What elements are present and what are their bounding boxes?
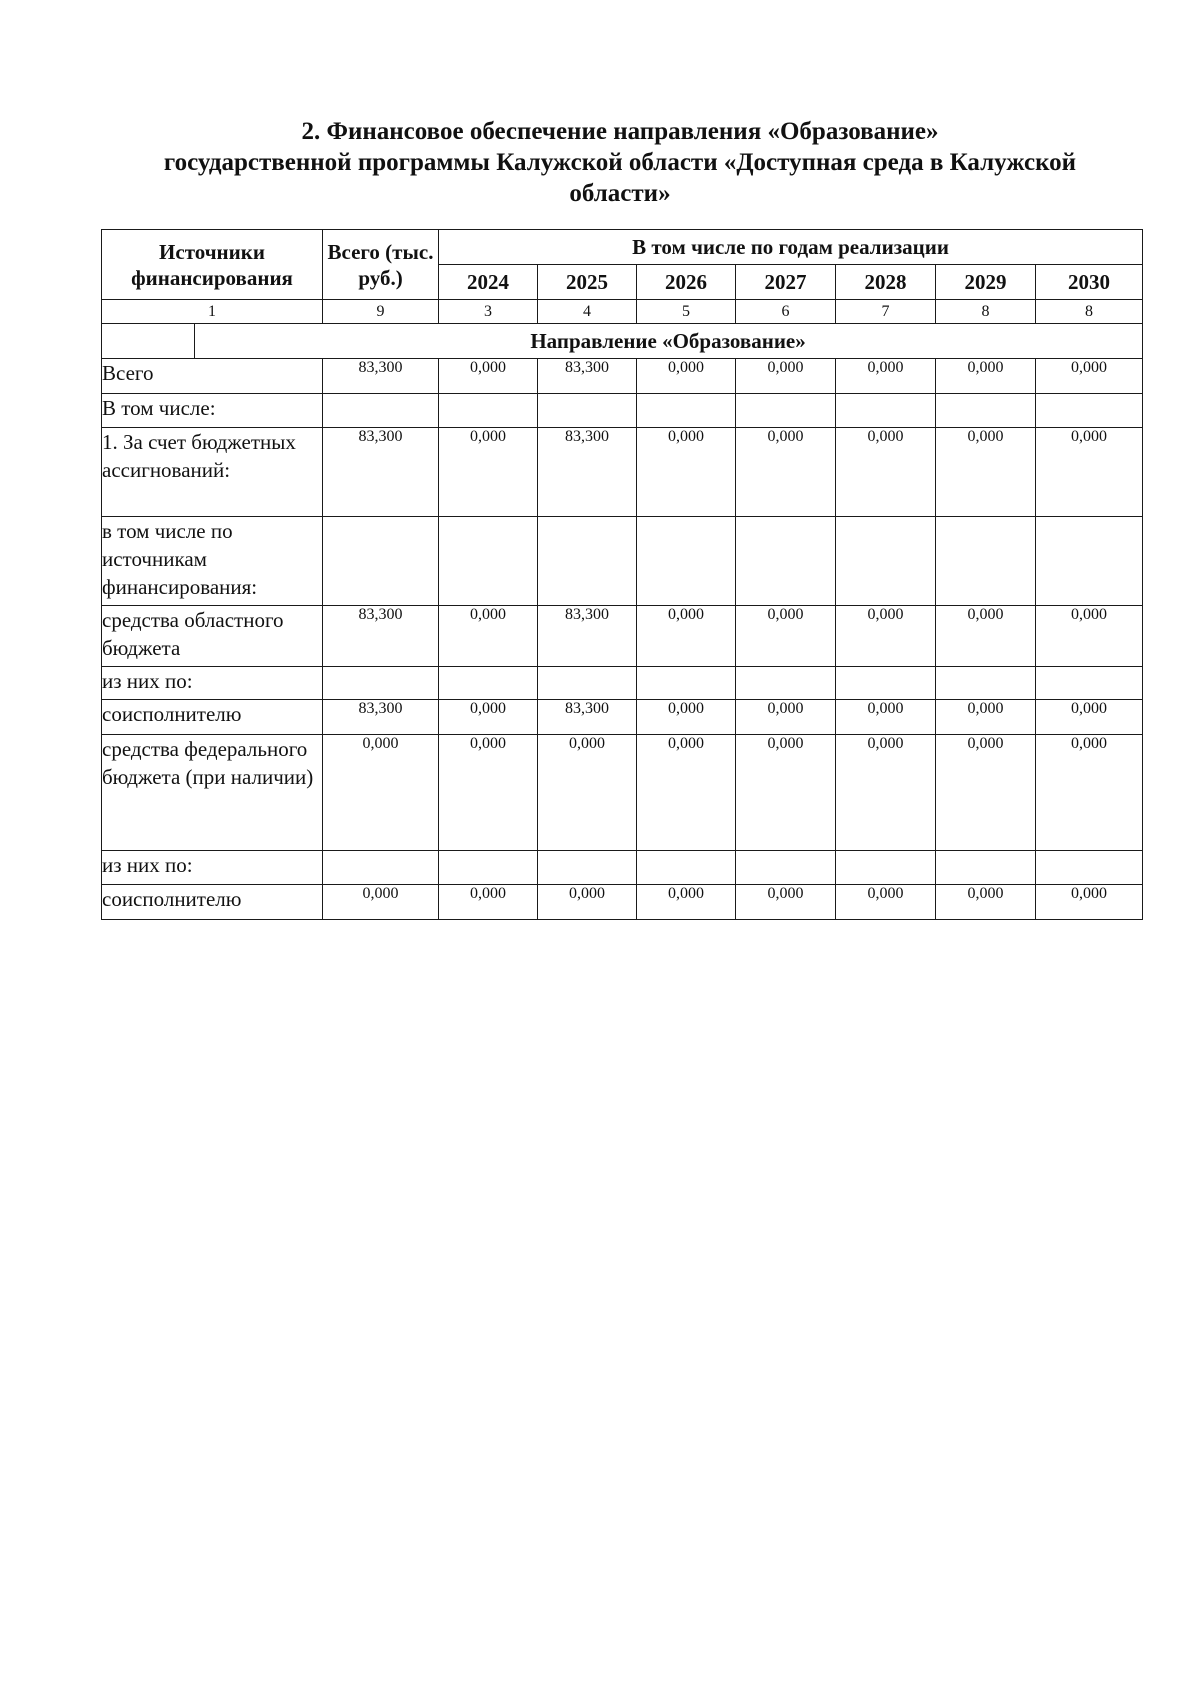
value-cell [323,667,439,700]
header-year-2030: 2030 [1036,265,1143,300]
row-label: средства областного бюджета [102,606,323,667]
column-number: 6 [736,300,836,324]
value-cell [936,667,1036,700]
value-cell: 0,000 [936,359,1036,394]
table-row [102,851,1143,885]
value-cell [1036,667,1143,700]
value-cell: 0,000 [736,885,836,920]
header-sources: Источники финансирования [102,230,323,300]
value-cell: 0,000 [736,735,836,851]
value-cell [323,517,439,606]
header-year-2027: 2027 [736,265,836,300]
value-cell [936,394,1036,428]
value-cell: 0,000 [439,885,538,920]
header-year-2026: 2026 [637,265,736,300]
value-cell: 0,000 [439,700,538,735]
value-cell: 0,000 [538,885,637,920]
value-cell: 0,000 [836,359,936,394]
value-cell: 0,000 [836,735,936,851]
row-label: из них по: [102,851,323,885]
value-cell: 0,000 [439,735,538,851]
row-label: из них по: [102,667,323,700]
value-cell: 0,000 [836,428,936,517]
row-label: соисполнителю [102,885,323,920]
header-by-years: В том числе по годам реализации [439,230,1143,265]
value-cell: 0,000 [936,606,1036,667]
value-cell [1036,517,1143,606]
column-number: 9 [323,300,439,324]
document-title [100,116,1140,209]
column-number: 7 [836,300,936,324]
value-cell: 0,000 [836,606,936,667]
column-number: 4 [538,300,637,324]
row-label: В том числе: [102,394,323,428]
header-total: Всего (тыс. руб.) [323,230,439,300]
table-row [102,735,1143,851]
value-cell [736,667,836,700]
value-cell: 0,000 [936,700,1036,735]
title-line-2: государственной программы Калужской области «Доступная среда в Калужской [163,149,1077,176]
value-cell: 0,000 [1036,885,1143,920]
value-cell: 83,300 [323,428,439,517]
section-spacer [102,324,195,358]
value-cell: 0,000 [836,700,936,735]
value-cell: 0,000 [736,700,836,735]
value-cell: 0,000 [736,606,836,667]
column-number: 3 [439,300,538,324]
value-cell: 83,300 [323,359,439,394]
value-cell: 0,000 [637,428,736,517]
header-year-2025: 2025 [538,265,637,300]
value-cell [538,517,637,606]
value-cell [1036,851,1143,885]
value-cell [736,394,836,428]
value-cell [439,517,538,606]
value-cell: 83,300 [538,428,637,517]
value-cell: 0,000 [439,428,538,517]
value-cell: 0,000 [323,885,439,920]
value-cell: 0,000 [1036,359,1143,394]
table-row [102,700,1143,735]
value-cell [637,517,736,606]
row-label: 1. За счет бюджетных ассигнований: [102,428,323,517]
value-cell [836,851,936,885]
value-cell [936,851,1036,885]
value-cell: 0,000 [637,606,736,667]
section-title: Направление «Образование» [530,329,806,353]
value-cell [323,851,439,885]
value-cell: 0,000 [637,735,736,851]
value-cell [836,667,936,700]
row-label: в том числе по источникам финансирования: [102,517,323,606]
section-row-cell [102,324,1143,359]
value-cell: 0,000 [1036,428,1143,517]
value-cell [1036,394,1143,428]
table-row [102,394,1143,428]
table-row [102,885,1143,920]
value-cell [637,394,736,428]
value-cell [538,394,637,428]
column-number: 5 [637,300,736,324]
value-cell [736,851,836,885]
value-cell: 0,000 [936,885,1036,920]
value-cell [439,394,538,428]
table-row [102,359,1143,394]
header-year-2028: 2028 [836,265,936,300]
value-cell: 83,300 [538,606,637,667]
row-label: Всего [102,359,323,394]
value-cell [538,851,637,885]
row-label: соисполнителю [102,700,323,735]
title-line-3: области» [569,180,671,207]
value-cell [323,394,439,428]
value-cell: 0,000 [323,735,439,851]
financing-table [101,229,1143,920]
table-row [102,606,1143,667]
value-cell: 83,300 [538,359,637,394]
column-number: 1 [102,300,323,324]
value-cell: 0,000 [637,700,736,735]
column-number: 8 [936,300,1036,324]
value-cell: 0,000 [736,428,836,517]
value-cell [637,851,736,885]
value-cell: 0,000 [1036,735,1143,851]
value-cell [538,667,637,700]
value-cell: 0,000 [439,606,538,667]
value-cell [836,517,936,606]
value-cell: 0,000 [1036,606,1143,667]
value-cell [836,394,936,428]
value-cell: 83,300 [323,700,439,735]
value-cell [439,851,538,885]
table-row [102,517,1143,606]
value-cell [439,667,538,700]
value-cell: 0,000 [538,735,637,851]
title-line-1: 2. Финансовое обеспечение направления «Образование» [301,118,939,145]
header-year-2029: 2029 [936,265,1036,300]
value-cell: 0,000 [936,735,1036,851]
value-cell: 0,000 [637,885,736,920]
row-label: средства федерального бюджета (при наличии) [102,735,323,851]
value-cell: 0,000 [836,885,936,920]
table-row [102,428,1143,517]
value-cell: 0,000 [439,359,538,394]
value-cell: 0,000 [936,428,1036,517]
value-cell [936,517,1036,606]
value-cell [637,667,736,700]
value-cell [736,517,836,606]
value-cell: 83,300 [538,700,637,735]
header-year-2024: 2024 [439,265,538,300]
value-cell: 0,000 [1036,700,1143,735]
value-cell: 83,300 [323,606,439,667]
value-cell: 0,000 [637,359,736,394]
value-cell: 0,000 [736,359,836,394]
column-number: 8 [1036,300,1143,324]
table-row [102,667,1143,700]
